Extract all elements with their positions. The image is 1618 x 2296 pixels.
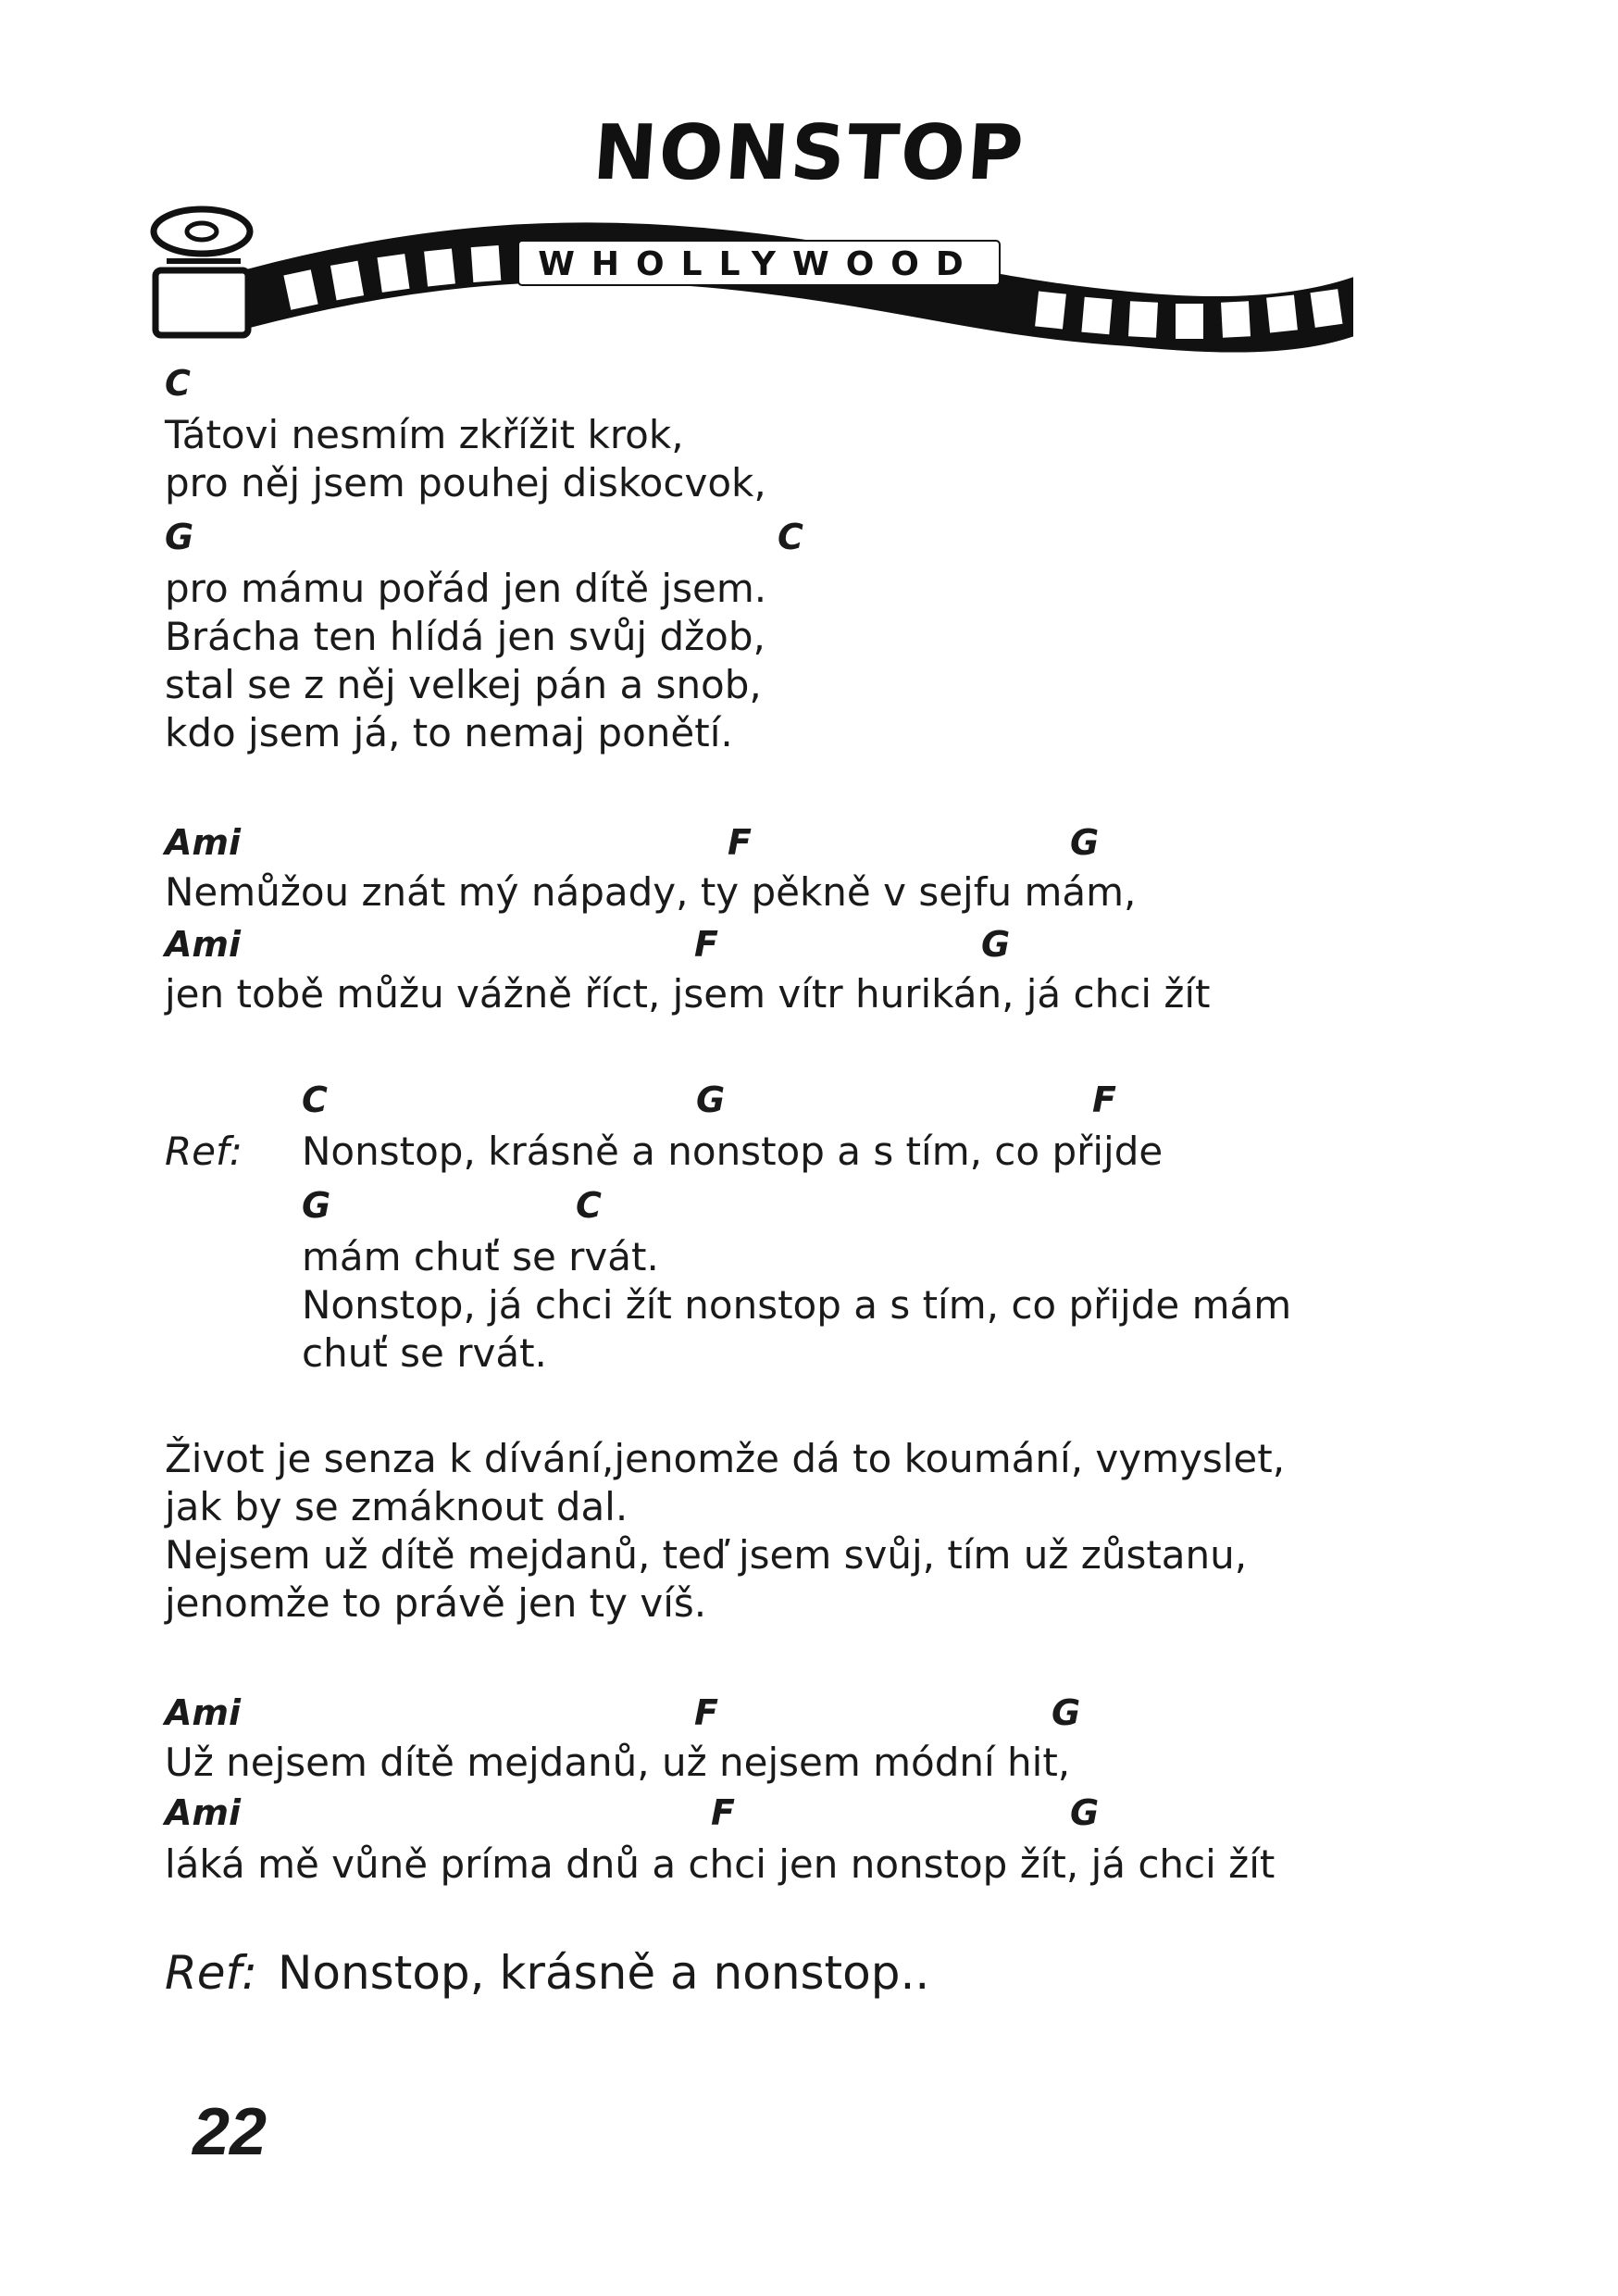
lyric-line: chuť se rvát. [302, 1330, 547, 1376]
lyric-line: láká mě vůně príma dnů a chci jen nonstop žít, já chci žít [165, 1841, 1276, 1887]
lyric-line: Nemůžou znát mý nápady, ty pěkně v sejfu mám, [165, 869, 1137, 915]
song-title: NONSTOP [590, 109, 1028, 197]
chord: G [981, 924, 1011, 965]
lyric-line: Tátovi nesmím zkřížit krok, [165, 412, 684, 457]
chord: C [165, 363, 191, 404]
chord: C [302, 1079, 328, 1120]
lyric-line: jak by se zmáknout dal. [165, 1484, 629, 1529]
chord: F [694, 924, 718, 965]
chord: F [728, 822, 752, 863]
chord: C [576, 1185, 602, 1226]
final-refrain-text: Nonstop, krásně a nonstop.. [278, 1946, 930, 2000]
lyric-line: pro mámu pořád jen dítě jsem. [165, 566, 767, 611]
chord: Ami [165, 1692, 242, 1733]
chord: F [694, 1692, 718, 1733]
chord: G [1070, 822, 1100, 863]
lyric-line: pro něj jsem pouhej diskocvok, [165, 460, 766, 505]
chord: G [696, 1079, 726, 1120]
lyric-line: stal se z něj velkej pán a snob, [165, 662, 762, 707]
chord: G [165, 517, 194, 557]
lyric-line: Nejsem už dítě mejdanů, teď jsem svůj, tím už zůstanu, [165, 1532, 1248, 1578]
chord: G [302, 1185, 331, 1226]
chord: F [1092, 1079, 1116, 1120]
lyric-line: Nonstop, já chci žít nonstop a s tím, co přijde mám [302, 1282, 1292, 1328]
lyric-line: Brácha ten hlídá jen svůj džob, [165, 614, 765, 659]
chord: Ami [165, 924, 242, 965]
lyric-line: jenomže to právě jen ty víš. [165, 1580, 707, 1626]
refrain-label: Ref: [165, 1129, 243, 1174]
chord: C [778, 517, 803, 557]
lyric-line: jen tobě můžu vážně říct, jsem vítr hurikán, já chci žít [165, 971, 1211, 1017]
final-refrain-label: Ref: [165, 1946, 257, 2000]
page-number: 22 [193, 2095, 268, 2169]
chord: G [1052, 1692, 1081, 1733]
lyric-line: mám chuť se rvát. [302, 1234, 659, 1279]
lyric-line: Už nejsem dítě mejdanů, už nejsem módní hit, [165, 1740, 1071, 1785]
banner-text: WHOLLYWOOD [538, 245, 980, 283]
lyric-line: Nonstop, krásně a nonstop a s tím, co přijde [302, 1129, 1164, 1174]
film-reel-banner-icon [148, 206, 1370, 363]
lyric-line: kdo jsem já, to nemaj ponětí. [165, 710, 733, 755]
chord: F [711, 1792, 735, 1833]
chord: G [1070, 1792, 1100, 1833]
chord: Ami [165, 1792, 242, 1833]
chord: Ami [165, 822, 242, 863]
lyric-line: Život je senza k dívání,jenomže dá to koumání, vymyslet, [165, 1436, 1286, 1481]
